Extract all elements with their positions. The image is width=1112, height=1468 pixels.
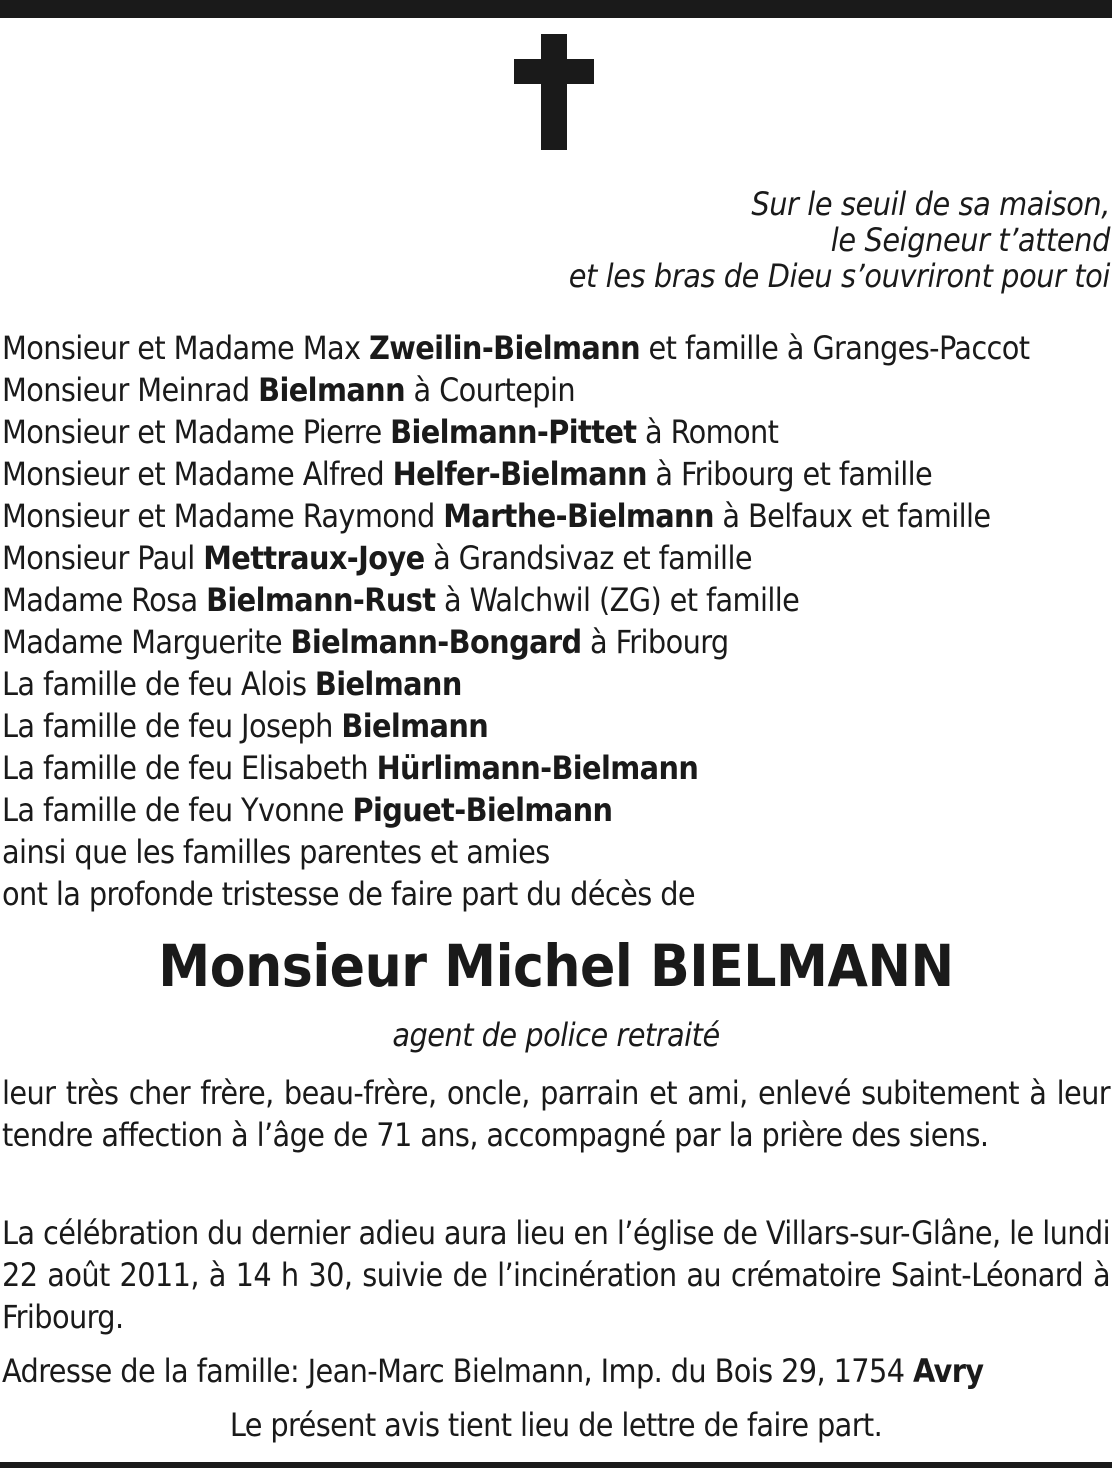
family-row: La famille de feu Alois Bielmann — [2, 665, 462, 703]
family-row: La famille de feu Joseph Bielmann — [2, 707, 489, 745]
family-name: Bielmann — [314, 665, 462, 703]
family-row: Monsieur et Madame Alfred Helfer-Bielmann à Fribourg et famille — [2, 455, 933, 493]
family-name: Zweilin-Bielmann — [368, 329, 640, 367]
family-name: Bielmann — [341, 707, 489, 745]
verse-line: le Seigneur t’attend — [830, 221, 1110, 259]
family-row: La famille de feu Elisabeth Hürlimann-Bielmann — [2, 749, 699, 787]
announcement-paragraph: leur très cher frère, beau-frère, oncle, parrain et ami, enlevé subitement à leur tendre affection à l’âge de 71 ans, accompagné par la prière des siens. — [2, 1074, 1110, 1154]
verse-line: et les bras de Dieu s’ouvriront pour toi — [568, 257, 1110, 295]
family-row: Madame Marguerite Bielmann-Bongard à Fribourg — [2, 623, 729, 661]
family-row: Monsieur et Madame Pierre Bielmann-Pittet à Romont — [2, 413, 779, 451]
verse-line: Sur le seuil de sa maison, — [751, 185, 1110, 223]
family-name: Mettraux-Joye — [203, 539, 425, 577]
verse — [310, 186, 1110, 294]
top-border-rule — [0, 0, 1112, 18]
family-row: Madame Rosa Bielmann-Rust à Walchwil (ZG) et famille — [2, 581, 800, 619]
family-list — [2, 327, 1110, 915]
family-row: La famille de feu Yvonne Piguet-Bielmann — [2, 791, 613, 829]
family-name: Bielmann-Rust — [206, 581, 436, 619]
family-row: Monsieur Meinrad Bielmann à Courtepin — [2, 371, 576, 409]
cross-icon — [514, 34, 594, 150]
deceased-name: Monsieur Michel BIELMANN — [158, 932, 954, 1000]
family-name: Piguet-Bielmann — [352, 791, 613, 829]
family-row: ont la profonde tristesse de faire part du décès de — [2, 875, 695, 913]
closing-note: Le présent avis tient lieu de lettre de faire part. — [229, 1406, 883, 1444]
ceremony-paragraph: La célébration du dernier adieu aura lieu en l’église de Villars-sur-Glâne, le lundi 22 août 2011, à 14 h 30, suivie de l’incinération au crématoire Saint-Léonard à Fribourg. — [2, 1214, 1110, 1336]
family-name: Hürlimann-Bielmann — [376, 749, 699, 787]
family-name: Bielmann — [258, 371, 405, 409]
family-address: Adresse de la famille: Jean-Marc Bielmann, Imp. du Bois 29, 1754 Avry — [2, 1352, 984, 1390]
family-name: Helfer-Bielmann — [392, 455, 647, 493]
family-name: Marthe-Bielmann — [443, 497, 714, 535]
family-row: Monsieur et Madame Raymond Marthe-Bielmann à Belfaux et famille — [2, 497, 991, 535]
address-town: Avry — [912, 1352, 984, 1390]
family-row: Monsieur et Madame Max Zweilin-Bielmann et famille à Granges-Paccot — [2, 329, 1030, 367]
family-row: Monsieur Paul Mettraux-Joye à Grandsivaz et famille — [2, 539, 752, 577]
family-name: Bielmann-Bongard — [290, 623, 582, 661]
bottom-border-rule — [0, 1462, 1112, 1468]
family-row: ainsi que les familles parentes et amies — [2, 833, 550, 871]
family-name: Bielmann-Pittet — [390, 413, 637, 451]
deceased-role: agent de police retraité — [392, 1016, 720, 1054]
